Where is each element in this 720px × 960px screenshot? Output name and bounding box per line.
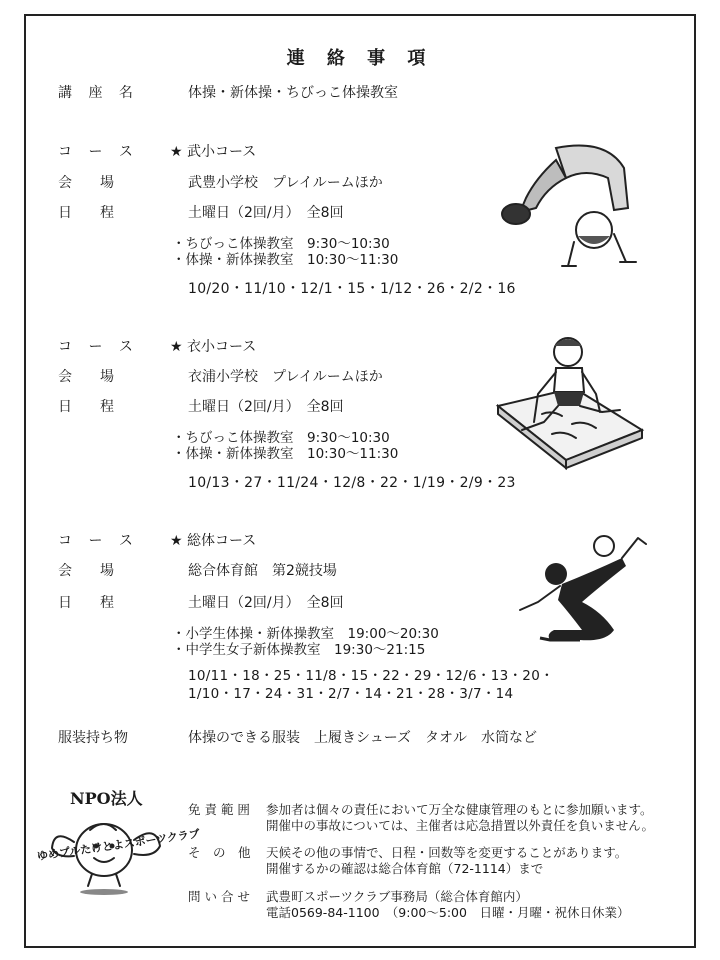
class-line-1a: ・ちびっこ体操教室 9:30～10:30 — [172, 236, 390, 252]
course-label-3: コ ー ス — [58, 533, 139, 549]
course-value-1: ★ 武小コース — [170, 144, 257, 160]
note-label-disclaimer: 免 責 範 囲 — [188, 802, 250, 817]
schedule-label-1: 日 程 — [58, 205, 114, 221]
rhythmic-gymnast-illustration — [510, 530, 660, 650]
note-line-other-2: 開催するかの確認は総合体育館（72-1114）まで — [266, 861, 544, 876]
course-value-2: ★ 衣小コース — [170, 339, 257, 355]
note-line-disclaimer-1: 参加者は個々の責任において万全な健康管理のもとに参加願います。 — [266, 802, 653, 817]
note-line-contact-2: 電話0569-84-1100 （9:00～5:00 日曜・月曜・祝休日休業） — [266, 905, 630, 920]
venue-label-2: 会 場 — [58, 369, 114, 385]
note-line-other-1: 天候その他の事情で、日程・回数等を変更することがあります。 — [266, 845, 628, 860]
dates-line-2: 10/13・27・11/24・12/8・22・1/19・2/9・23 — [188, 475, 516, 491]
dates-line-1: 10/20・11/10・12/1・15・1/12・26・2/2・16 — [188, 281, 516, 297]
venue-value-2: 衣浦小学校 プレイルームほか — [188, 369, 383, 385]
note-label-other: そ の 他 — [188, 845, 251, 860]
gymnast-mat-illustration — [492, 334, 652, 474]
schedule-label-3: 日 程 — [58, 595, 114, 611]
logo-npo-text: NPO法人 — [70, 789, 143, 808]
venue-value-3: 総合体育館 第2競技場 — [188, 563, 337, 579]
class-line-1b: ・体操・新体操教室 10:30～11:30 — [172, 252, 399, 268]
course-name-value: 体操・新体操・ちびっこ体操教室 — [188, 85, 398, 101]
course-name-label: 講 座 名 — [58, 85, 139, 101]
logo-arc-text: ゆめプルたけとよスポーツクラブ — [36, 827, 201, 863]
venue-value-1: 武豊小学校 プレイルームほか — [188, 175, 383, 191]
note-line-disclaimer-2: 開催中の事故については、主催者は応急措置以外責任を負いません。 — [266, 818, 655, 833]
class-line-3b: ・中学生女子新体操教室 19:30～21:15 — [172, 642, 426, 658]
note-line-contact-1: 武豊町スポーツクラブ事務局（総合体育館内） — [266, 889, 528, 904]
class-line-2a: ・ちびっこ体操教室 9:30～10:30 — [172, 430, 390, 446]
belongings-value: 体操のできる服装 上履きシューズ タオル 水筒など — [188, 730, 538, 746]
dates-line-3a: 10/11・18・25・11/8・15・22・29・12/6・13・20・ — [188, 668, 554, 684]
venue-label-1: 会 場 — [58, 175, 114, 191]
gymnast-bridge-illustration — [496, 138, 646, 270]
dates-line-3b: 1/10・17・24・31・2/7・14・21・28・3/7・14 — [188, 686, 514, 702]
class-line-2b: ・体操・新体操教室 10:30～11:30 — [172, 446, 399, 462]
page-title: 連 絡 事 項 — [286, 48, 434, 69]
venue-label-3: 会 場 — [58, 563, 114, 579]
belongings-label: 服装持ち物 — [58, 730, 128, 746]
class-line-3a: ・小学生体操・新体操教室 19:00～20:30 — [172, 626, 439, 642]
schedule-value-2: 土曜日（2回/月） 全8回 — [188, 399, 344, 415]
schedule-value-1: 土曜日（2回/月） 全8回 — [188, 205, 344, 221]
note-label-contact: 問 い 合 せ — [188, 889, 250, 904]
course-label-1: コ ー ス — [58, 144, 139, 160]
course-value-3: ★ 総体コース — [170, 533, 257, 549]
schedule-label-2: 日 程 — [58, 399, 114, 415]
course-label-2: コ ー ス — [58, 339, 139, 355]
schedule-value-3: 土曜日（2回/月） 全8回 — [188, 595, 344, 611]
